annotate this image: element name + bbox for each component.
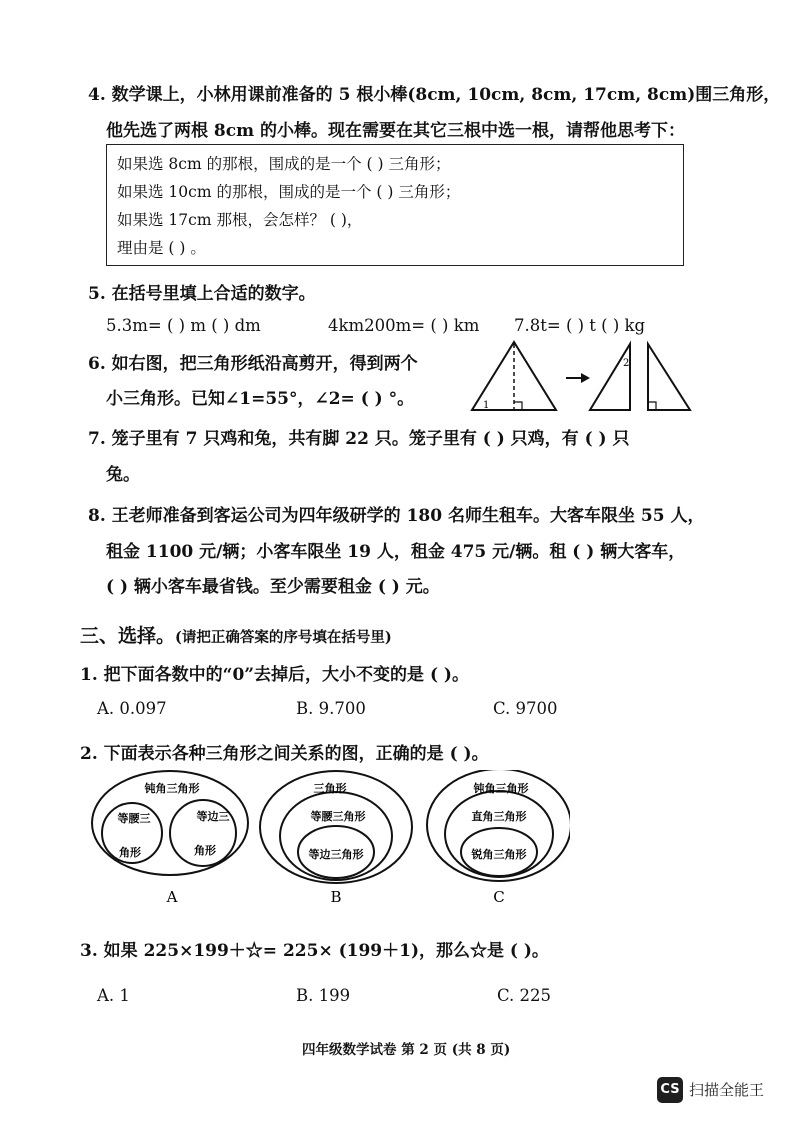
c2-b-inner-label: 等边三角形 — [308, 848, 364, 861]
q7-line1: 7. 笼子里有 7 只鸡和兔，共有脚 22 只。笼子里有 ( ) 只鸡，有 ( ) 只 — [88, 429, 630, 449]
q6-angle2-label: 2 — [623, 358, 630, 369]
q8-line2: 租金 1100 元/辆；小客车限坐 19 人，租金 475 元/辆。租 ( ) 辆大客车， — [106, 542, 686, 562]
q4-box-line-3: 如果选 17cm 那根，会怎样？ ( )， — [117, 211, 363, 229]
q4-box-line-2: 如果选 10cm 的那根，围成的是一个 ( ) 三角形； — [117, 183, 461, 201]
c1-stem: 1. 把下面各数中的“0”去掉后，大小不变的是 ( )。 — [80, 665, 469, 685]
c2-b-middle-label: 等腰三角形 — [310, 810, 366, 823]
section3-heading — [80, 621, 392, 648]
q4-box-line-1: 如果选 8cm 的那根，围成的是一个 ( ) 三角形； — [117, 155, 451, 173]
q5-item-2: 4km200m= ( ) km — [328, 316, 480, 335]
q5-title: 5. 在括号里填上合适的数字。 — [88, 284, 316, 304]
q8-line3: ( ) 辆小客车最省钱。至少需要租金 ( ) 元。 — [106, 577, 440, 597]
q5-item-3: 7.8t= ( ) t ( ) kg — [514, 316, 646, 335]
c2-c-inner-label: 锐角三角形 — [471, 848, 527, 861]
c1-option-b: B. 9.700 — [296, 699, 366, 718]
c1-option-c: C. 9700 — [493, 699, 558, 718]
q4-answer-box — [106, 144, 684, 266]
c2-b-label: B — [330, 888, 342, 906]
q6-right-angle-mark-2 — [648, 402, 656, 410]
q6-right-small-triangle — [648, 344, 690, 410]
c2-c-outer-label: 钝角三角形 — [473, 782, 529, 795]
q6-left-small-triangle — [590, 344, 630, 410]
c3-option-b: B. 199 — [296, 986, 351, 1005]
q4-line1: 4. 数学课上，小林用课前准备的 5 根小棒(8cm, 10cm, 8cm, 17cm, 8cm)围三角形， — [88, 85, 781, 105]
q7-line2: 兔。 — [106, 465, 140, 485]
scanner-watermark-text: 扫描全能王 — [689, 1081, 765, 1099]
q6-line2: 小三角形。已知∠1=55°，∠2= ( ) °。 — [106, 389, 415, 409]
q6-triangle-figure — [466, 338, 696, 414]
c2-c-middle-ellipse — [445, 791, 553, 877]
c2-b-middle-ellipse — [280, 792, 392, 880]
section3-title: 三、选择。 — [80, 625, 176, 647]
c2-a-left-label-1: 等腰三 — [117, 812, 151, 825]
q4-box-line-4: 理由是 ( ) 。 — [117, 239, 206, 257]
c2-venn-diagrams — [90, 770, 570, 910]
scanner-logo-icon: CS — [657, 1077, 683, 1103]
q6-arrow-head — [581, 373, 590, 383]
c3-stem: 3. 如果 225×199＋☆= 225× (199＋1)，那么☆是 ( )。 — [80, 941, 549, 961]
q4-line2: 他先选了两根 8cm 的小棒。现在需要在其它三根中选一根，请帮他思考下： — [106, 121, 686, 141]
c2-a-label: A — [166, 888, 178, 906]
q6-right-angle-mark — [514, 402, 522, 410]
q6-angle1-label: 1 — [483, 400, 490, 411]
q8-line1: 8. 王老师准备到客运公司为四年级研学的 180 名师生租车。大客车限坐 55 人， — [88, 506, 705, 526]
c2-c-label: C — [493, 888, 505, 906]
c2-b-outer-label: 三角形 — [313, 782, 347, 795]
q6-line1: 6. 如右图，把三角形纸沿高剪开，得到两个 — [88, 354, 418, 374]
c2-c-middle-label: 直角三角形 — [471, 810, 527, 823]
c2-a-left-label-2: 角形 — [119, 846, 141, 859]
c2-a-right-label-1: 等边三 — [196, 810, 230, 823]
c1-option-a: A. 0.097 — [97, 699, 167, 718]
c3-option-a: A. 1 — [97, 986, 130, 1005]
c2-a-right-label-2: 角形 — [194, 844, 216, 857]
section3-note: (请把正确答案的序号填在括号里) — [175, 629, 392, 646]
c2-stem: 2. 下面表示各种三角形之间关系的图，正确的是 ( )。 — [80, 744, 489, 764]
page-footer: 四年级数学试卷 第 2 页 (共 8 页) — [302, 1042, 511, 1058]
c2-a-outer-label: 钝角三角形 — [144, 782, 200, 795]
c3-option-c: C. 225 — [497, 986, 552, 1005]
q5-item-1: 5.3m= ( ) m ( ) dm — [106, 316, 261, 335]
